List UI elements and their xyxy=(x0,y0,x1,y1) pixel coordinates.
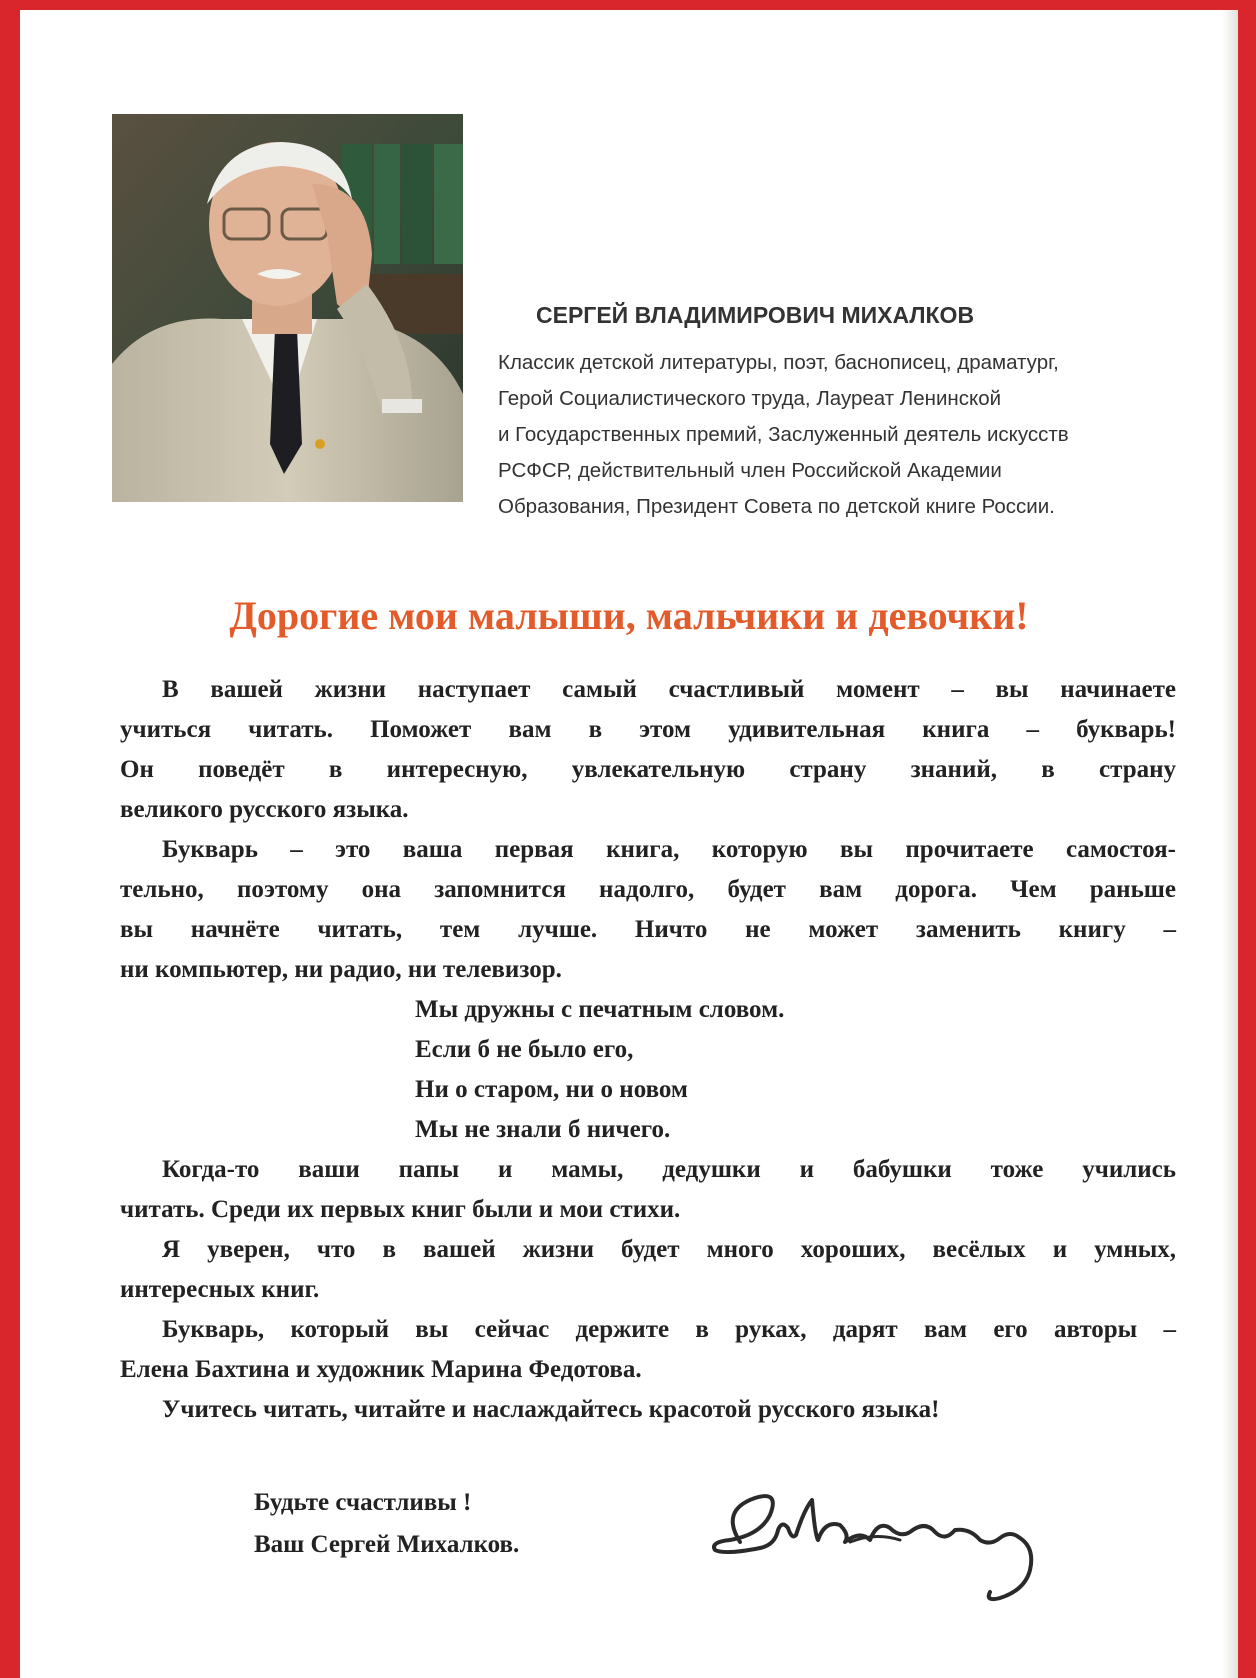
body-line: Я уверен, что в вашей жизни будет много хороших, весёлых и умных, xyxy=(162,1236,1176,1263)
bio-line: и Государственных премий, Заслуженный деятель искусств xyxy=(498,423,1069,446)
body-line: Учитесь читать, читайте и наслаждайтесь красотой русского языка! xyxy=(162,1396,940,1423)
body-line: Когда-то ваши папы и мамы, дедушки и бабушки тоже учились xyxy=(162,1156,1176,1183)
bio-line: Классик детской литературы, поэт, баснописец, драматург, xyxy=(498,351,1059,374)
closing-block xyxy=(254,1482,519,1566)
closing-signoff: Ваш Сергей Михалков. xyxy=(254,1531,520,1558)
bio-line: РСФСР, действительный член Российской Академии xyxy=(498,459,1002,482)
body-line: вы начнёте читать, тем лучше. Ничто не может заменить книгу – xyxy=(120,916,1176,943)
body-line: Елена Бахтина и художник Марина Федотова. xyxy=(120,1356,642,1383)
poem-line: Если б не было его, xyxy=(415,1036,634,1063)
poem-line: Ни о старом, ни о новом xyxy=(415,1076,688,1103)
author-bio xyxy=(498,345,1218,525)
author-portrait-photo xyxy=(112,114,463,502)
body-line: интересных книг. xyxy=(120,1276,320,1303)
body-line: учиться читать. Поможет вам в этом удивительная книга – букварь! xyxy=(120,716,1176,743)
author-name: СЕРГЕЙ ВЛАДИМИРОВИЧ МИХАЛКОВ xyxy=(536,302,975,328)
body-line: читать. Среди их первых книг были и мои стихи. xyxy=(120,1196,681,1223)
bio-line: Образования, Президент Совета по детской книге России. xyxy=(498,495,1055,518)
bio-line: Герой Социалистического труда, Лауреат Ленинской xyxy=(498,387,1002,410)
body-line: ни компьютер, ни радио, ни телевизор. xyxy=(120,956,562,983)
body-line: Букварь – это ваша первая книга, которую вы прочитаете самостоя- xyxy=(162,836,1176,863)
body-line: В вашей жизни наступает самый счастливый момент – вы начинаете xyxy=(162,676,1176,703)
body-line: Букварь, который вы сейчас держите в руках, дарят вам его авторы – xyxy=(162,1316,1176,1343)
letter-body xyxy=(120,670,1176,1430)
poem-line: Мы не знали б ничего. xyxy=(415,1116,671,1143)
handwritten-signature xyxy=(700,1480,1080,1610)
portrait-illustration xyxy=(112,114,463,502)
body-line: тельно, поэтому она запомнится надолго, будет вам дорога. Чем раньше xyxy=(120,876,1176,903)
book-page xyxy=(20,10,1238,1678)
greeting-heading: Дорогие мои малыши, мальчики и девочки! xyxy=(229,593,1029,638)
poem-line: Мы дружны с печатным словом. xyxy=(415,996,785,1023)
closing-wish: Будьте счастливы ! xyxy=(254,1489,472,1516)
page-edge-shadow xyxy=(1222,10,1238,1678)
body-line: великого русского языка. xyxy=(120,796,409,823)
body-line: Он поведёт в интересную, увлекательную страну знаний, в страну xyxy=(120,756,1176,783)
